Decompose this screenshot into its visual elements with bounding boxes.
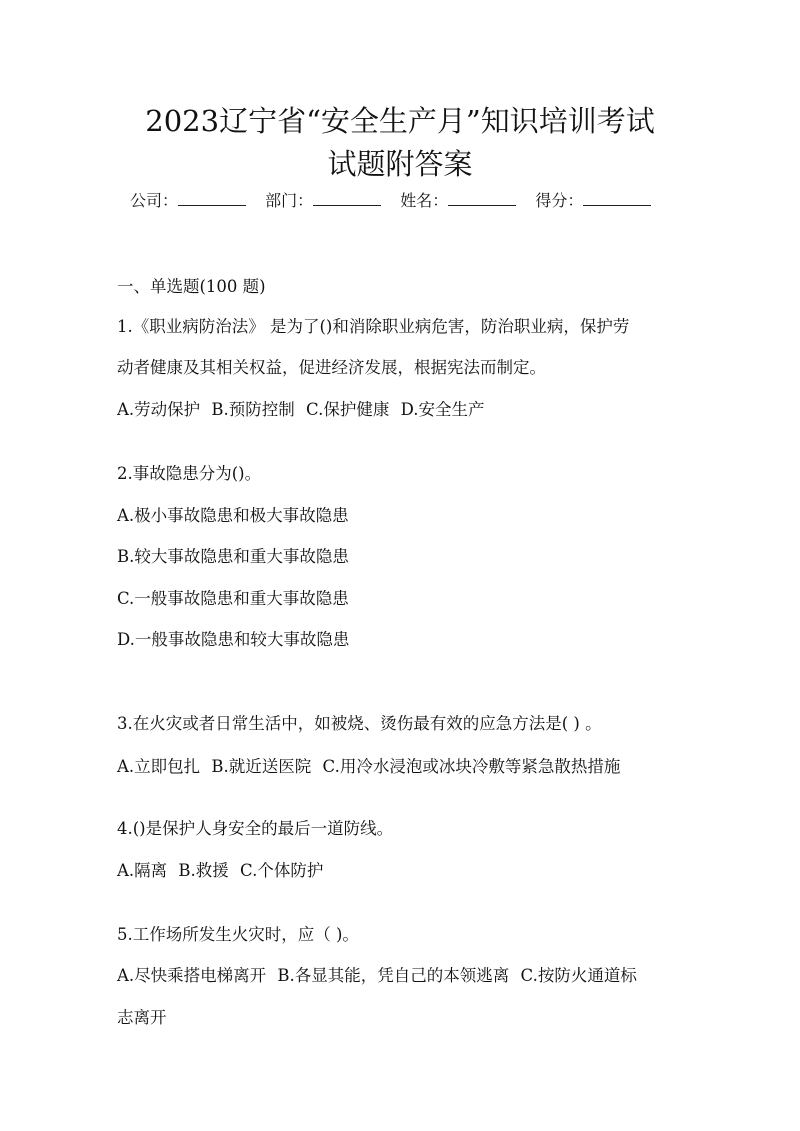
name-blank (448, 191, 516, 206)
option: B.救援 (178, 861, 229, 880)
question-2-option-d: D.一般事故隐患和较大事故隐患 (117, 630, 350, 649)
option: C.个体防护 (240, 861, 324, 880)
question-4-stem: 4.()是保护人身安全的最后一道防线。 (117, 819, 394, 838)
question-3-stem: 3.在火灾或者日常生活中，如被烧、烫伤最有效的应急方法是( ) 。 (117, 714, 602, 733)
option: B.各显其能，凭自己的本领逃离 (277, 966, 510, 985)
question-3-options (117, 755, 697, 779)
name-label: 姓名： (400, 191, 449, 210)
question-5-options-line1 (117, 964, 697, 988)
question-4-options (117, 859, 697, 883)
question-1-stem-line2: 动者健康及其相关权益，促进经济发展，根据宪法而制定。 (117, 358, 546, 377)
document-title-line2: 试题附答案 (327, 147, 473, 181)
question-5-options-line2: 志离开 (117, 1008, 167, 1027)
score-blank (583, 191, 651, 206)
question-1-options (117, 398, 697, 422)
department-field (265, 189, 381, 213)
option: C.保护健康 (306, 400, 390, 419)
option: D.安全生产 (400, 400, 485, 419)
question-1-stem-line1: 1.《职业病防治法》 是为了()和消除职业病危害，防治职业病，保护劳 (117, 317, 630, 336)
option: B.就近送医院 (211, 757, 312, 776)
score-label: 得分： (535, 191, 584, 210)
department-label: 部门： (265, 191, 314, 210)
question-2-option-a: A.极小事故隐患和极大事故隐患 (117, 506, 349, 525)
document-title-line1: 2023辽宁省“安全生产月”知识培训考试 (145, 104, 655, 138)
option: B.预防控制 (211, 400, 295, 419)
question-5-stem: 5.工作场所发生火灾时，应（ )。 (117, 925, 359, 944)
question-2-stem: 2.事故隐患分为()。 (117, 464, 262, 483)
name-field (400, 189, 516, 213)
department-blank (313, 191, 381, 206)
section-heading: 一、单选题(100 题) (117, 277, 266, 296)
question-2-option-c: C.一般事故隐患和重大事故隐患 (117, 589, 349, 608)
company-blank (178, 191, 246, 206)
option: C.按防火通道标 (520, 966, 637, 985)
company-label: 公司： (130, 191, 179, 210)
option: A.立即包扎 (117, 757, 201, 776)
option: A.尽快乘搭电梯离开 (117, 966, 267, 985)
info-fields (130, 189, 690, 213)
company-field (130, 189, 246, 213)
option: A.隔离 (117, 861, 168, 880)
score-field (535, 189, 651, 213)
option: A.劳动保护 (117, 400, 201, 419)
question-2-option-b: B.较大事故隐患和重大事故隐患 (117, 547, 349, 566)
option: C.用冷水浸泡或冰块冷敷等紧急散热措施 (322, 757, 621, 776)
